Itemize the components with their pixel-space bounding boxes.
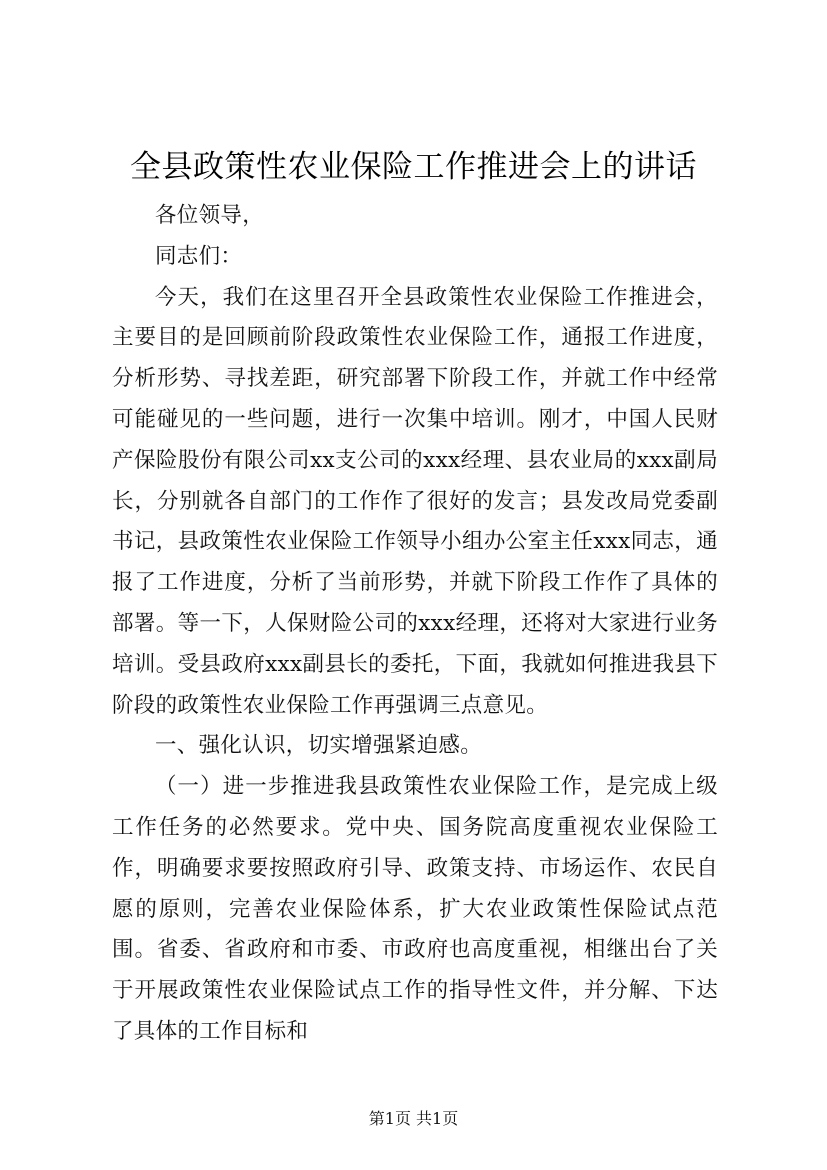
- salutation-comrades: 同志们：: [155, 243, 243, 269]
- opening-paragraph: 今天，我们在这里召开全县政策性农业保险工作推进会，主要目的是回顾前阶段政策性农业保险工作，通报工作进度，分析形势、寻找差距，研究部署下阶段工作，并就工作中经常可能碰见的一些问题，进行一次集中培训。刚才，中国人民财产保险股份有限公司xx支公司的xxx经理、县农业局的xxx副局长，分别就各自部门的工作作了很好的发言；县发改局党委副书记，县政策性农业保险工作领导小组办公室主任xxx同志，通报了工作进度，分析了当前形势，并就下阶段工作作了具体的部署。等一下，人保财险公司的xxx经理，还将对大家进行业务培训。受县政府xxx副县长的委托，下面，我就如何推进我县下阶段的政策性农业保险工作再强调三点意见。: [112, 284, 718, 718]
- section-heading-1: 一、强化认识，切实增强紧迫感。: [155, 733, 483, 759]
- document-title: 全县政策性农业保险工作推进会上的讲话: [130, 149, 697, 185]
- subsection-paragraph-1: （一）进一步推进我县政策性农业保险工作，是完成上级工作任务的必然要求。党中央、国务院高度重视农业保险工作，明确要求要按照政府引导、政策支持、市场运作、农民自愿的原则，完善农业保险体系，扩大农业政策性保险试点范围。省委、省政府和市委、市政府也高度重视，相继出台了关于开展政策性农业保险试点工作的指导性文件，并分解、下达了具体的工作目标和: [112, 774, 718, 1044]
- salutation-leaders: 各位领导，: [155, 203, 265, 228]
- document-body: [112, 196, 718, 1053]
- page-number-footer: 第1页 共1页: [368, 1109, 459, 1128]
